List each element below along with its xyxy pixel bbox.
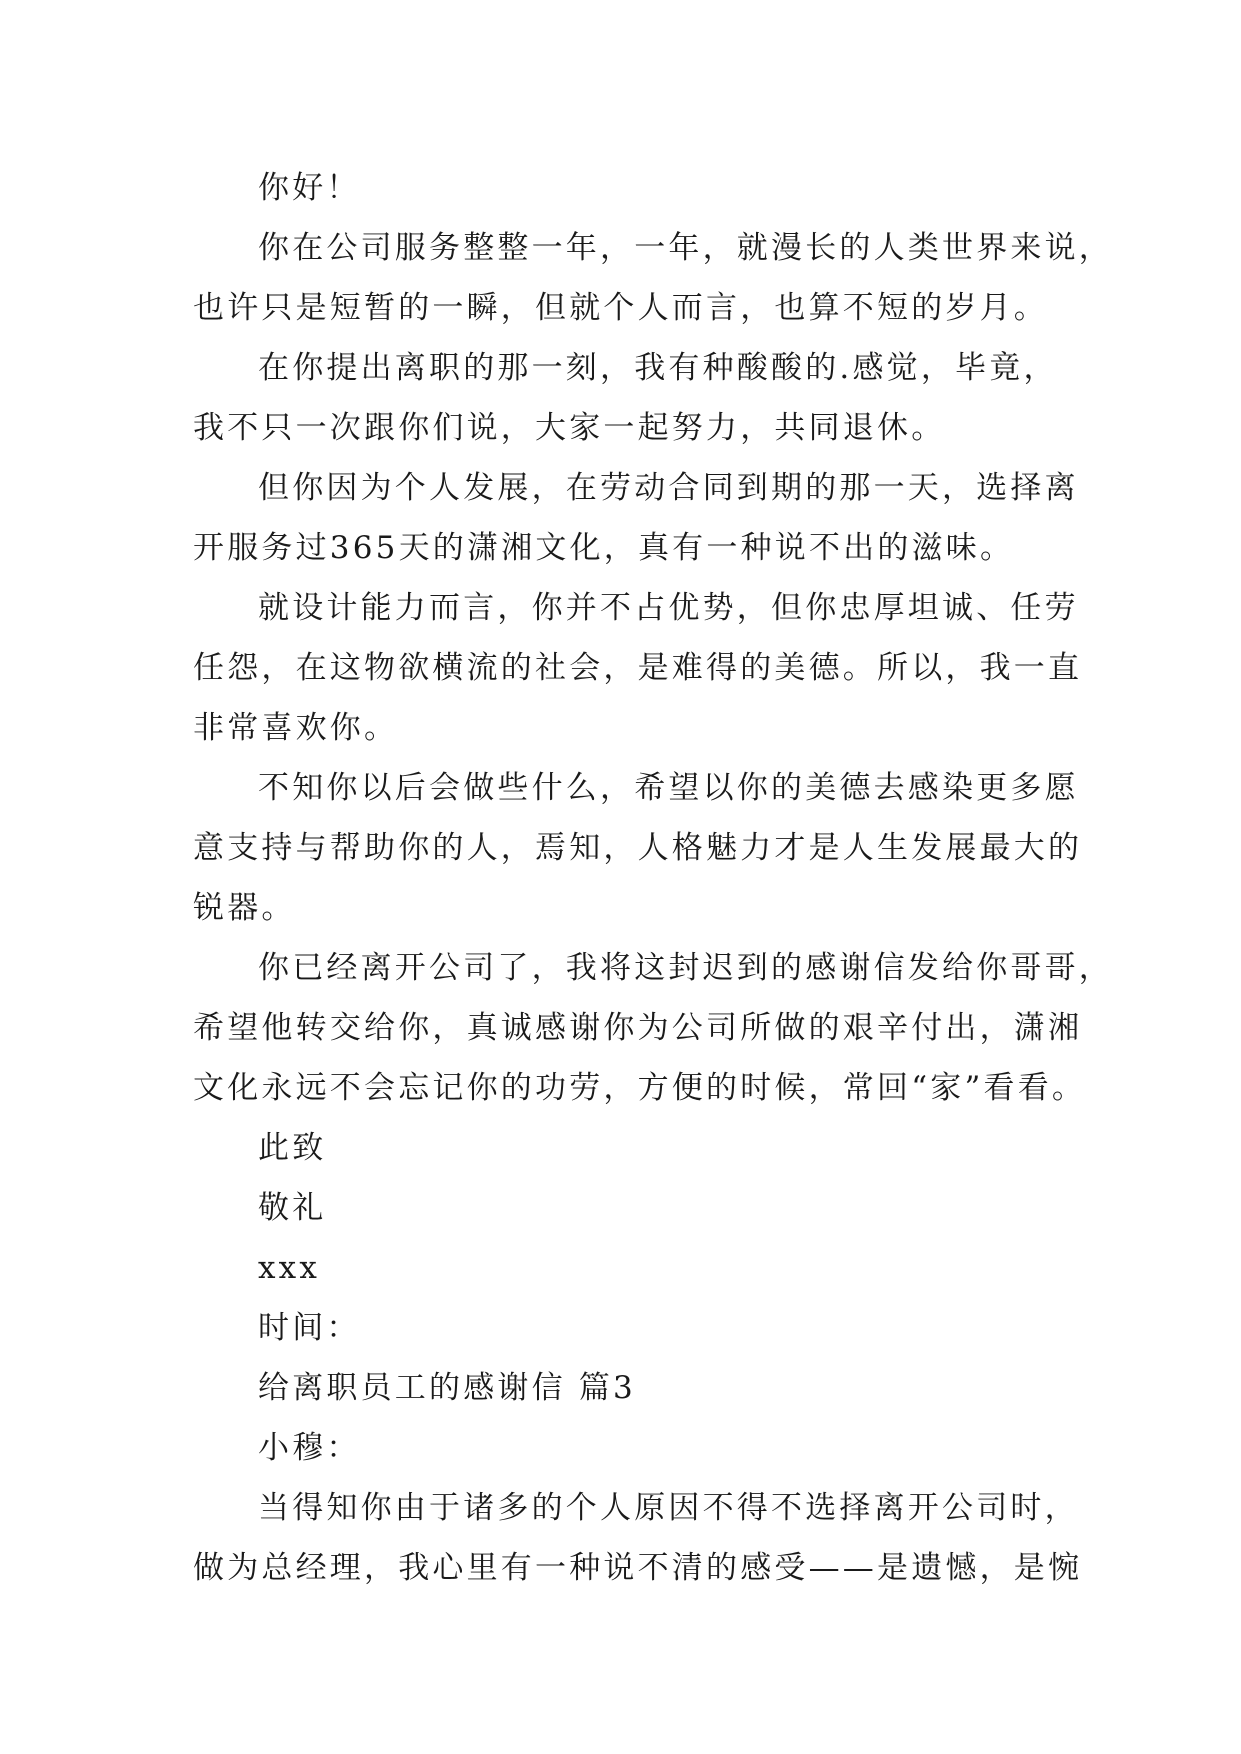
- date-label: 时间：: [258, 1310, 361, 1346]
- paragraph-line: 锐器。: [193, 890, 296, 926]
- paragraph-line: 文化永远不会忘记你的功劳，方便的时候，常回“家”看看。: [193, 1070, 1087, 1106]
- recipient-greeting: 小穆：: [258, 1430, 361, 1466]
- closing-line: 此致: [258, 1130, 327, 1166]
- paragraph-line: 我不只一次跟你们说，大家一起努力，共同退休。: [193, 410, 946, 446]
- paragraph-line: 在你提出离职的那一刻，我有种酸酸的.感觉，毕竟，: [258, 350, 1058, 386]
- paragraph-line: 非常喜欢你。: [193, 710, 399, 746]
- section-heading: 给离职员工的感谢信 篇3: [258, 1370, 636, 1406]
- signature: xxx: [258, 1250, 321, 1286]
- paragraph-line: 你在公司服务整整一年，一年，就漫长的人类世界来说，: [258, 230, 1113, 266]
- paragraph-line: 希望他转交给你，真诚感谢你为公司所做的艰辛付出，潇湘: [193, 1010, 1083, 1046]
- paragraph-line: 意支持与帮助你的人，焉知，人格魅力才是人生发展最大的: [193, 830, 1083, 866]
- paragraph-line: 任怨，在这物欲横流的社会，是难得的美德。所以，我一直: [193, 650, 1083, 686]
- paragraph-line: 做为总经理，我心里有一种说不清的感受——是遗憾，是惋: [193, 1550, 1083, 1586]
- paragraph-line: 不知你以后会做些什么，希望以你的美德去感染更多愿: [258, 770, 1079, 806]
- paragraph-line: 当得知你由于诸多的个人原因不得不选择离开公司时，: [258, 1490, 1079, 1526]
- paragraph-line: 就设计能力而言，你并不占优势，但你忠厚坦诚、任劳: [258, 590, 1079, 626]
- paragraph-line: 开服务过365天的潇湘文化，真有一种说不出的滋味。: [193, 530, 1015, 566]
- greeting: 你好！: [258, 170, 361, 206]
- paragraph-line: 你已经离开公司了，我将这封迟到的感谢信发给你哥哥，: [258, 950, 1113, 986]
- closing-salute: 敬礼: [258, 1190, 327, 1226]
- paragraph-line: 但你因为个人发展，在劳动合同到期的那一天，选择离: [258, 470, 1079, 506]
- paragraph-line: 也许只是短暂的一瞬，但就个人而言，也算不短的岁月。: [193, 290, 1048, 326]
